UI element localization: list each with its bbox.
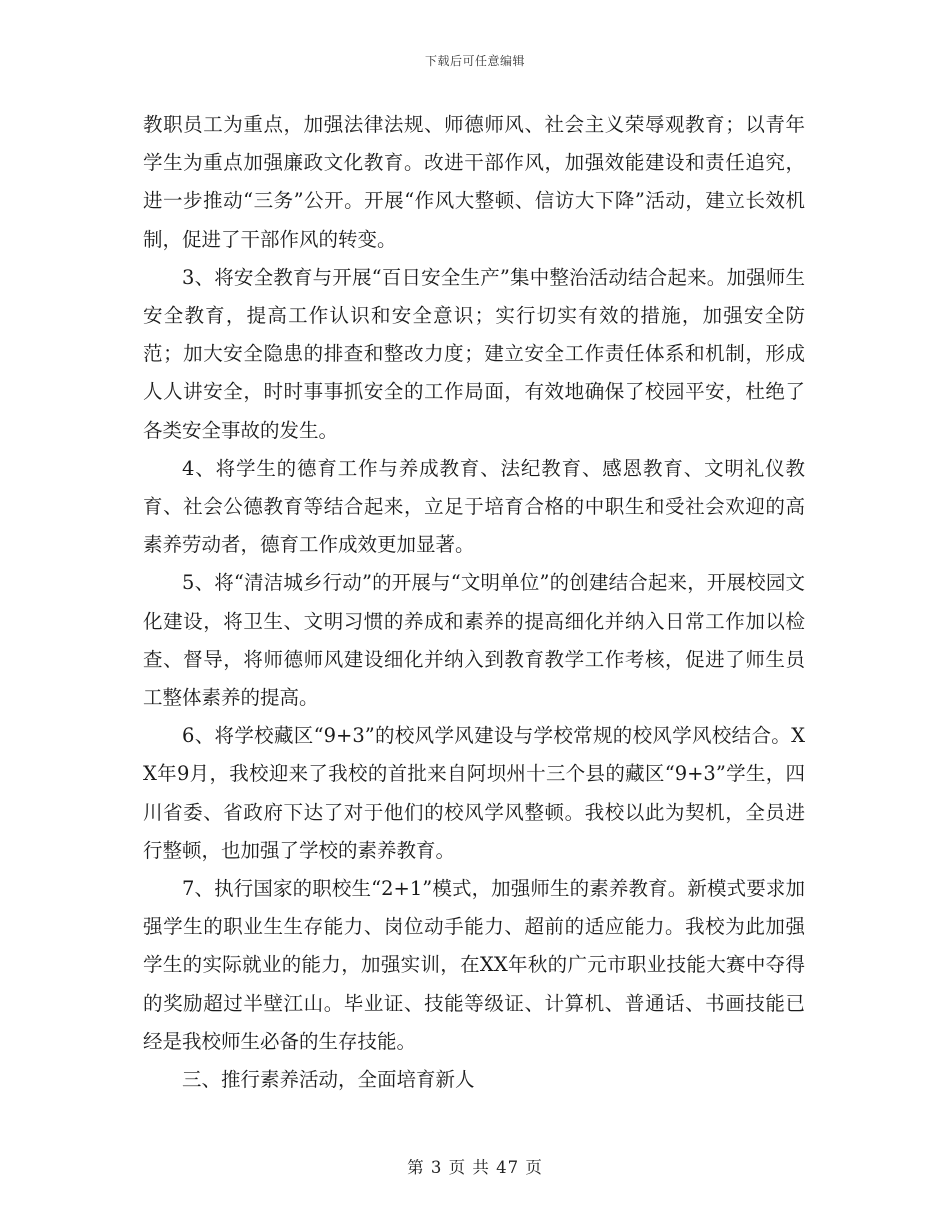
page-header-note: 下载后可任意编辑 [424, 54, 525, 68]
section-heading: 三、推行素养活动，全面培育新人 [182, 1068, 475, 1092]
document-body [143, 106, 805, 1099]
paragraph-5: 6、将学校藏区“9+3”的校风学风建设与学校常规的校风学风校结合。XX年9月，我校迎来了我校的首批来自阿坝州十三个县的藏区“9+3”学生，四川省委、省政府下达了对于他们的校风学风整顿。我校以此为契机，全员进行整顿，也加强了学校的素养教育。 [143, 724, 805, 862]
paragraph-4: 5、将“清洁城乡行动”的开展与“文明单位”的创建结合起来，开展校园文化建设，将卫生、文明习惯的养成和素养的提高细化并纳入日常工作加以检查、督导，将师德师风建设细化并纳入到教育教学工作考核，促进了师生员工整体素养的提高。 [143, 571, 805, 710]
paragraph-3: 4、将学生的德育工作与养成教育、法纪教育、感恩教育、文明礼仪教育、社会公德教育等结合起来，立足于培育合格的中职生和受社会欢迎的高素养劳动者，德育工作成效更加显著。 [143, 456, 805, 557]
page-number-footer: 第 3 页 共 47 页 [407, 1158, 543, 1177]
paragraph-6: 7、执行国家的职校生“2+1”模式，加强师生的素养教育。新模式要求加强学生的职业生生存能力、岗位动手能力、超前的适应能力。我校为此加强学生的实际就业的能力，加强实训，在XX年秋的广元市职业技能大赛中夺得的奖励超过半壁江山。毕业证、技能等级证、计算机、普通话、书画技能已经是我校师生必备的生存技能。 [143, 877, 805, 1053]
paragraph-1: 教职员工为重点，加强法律法规、师德师风、社会主义荣辱观教育；以青年学生为重点加强廉政文化教育。改进干部作风，加强效能建设和责任追究，进一步推动“三务”公开。开展“作风大整顿、信访大下降”活动，建立长效机制，促进了干部作风的转变。 [143, 113, 805, 251]
paragraph-2: 3、将安全教育与开展“百日安全生产”集中整治活动结合起来。加强师生安全教育，提高工作认识和安全意识；实行切实有效的措施，加强安全防范；加大安全隐患的排查和整改力度；建立安全工作责任体系和机制，形成人人讲安全，时时事事抓安全的工作局面，有效地确保了校园平安，杜绝了各类安全事故的发生。 [143, 265, 805, 442]
